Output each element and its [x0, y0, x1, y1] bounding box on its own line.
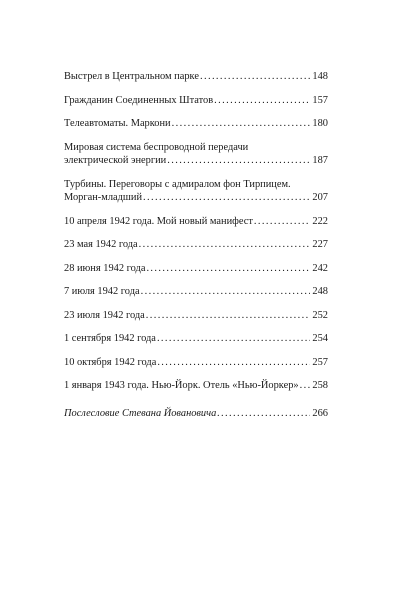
toc-entry — [64, 94, 328, 108]
toc-entry — [64, 178, 328, 205]
toc-entry-page: 257 — [312, 356, 328, 368]
toc-entry-title: Послесловие Стевана Йовановича — [64, 407, 217, 419]
toc-entry-page: 157 — [312, 94, 328, 106]
toc-entry-title: Гражданин Соединенных Штатов — [64, 94, 214, 106]
toc-entry — [64, 262, 328, 276]
toc-entry-page: 252 — [312, 309, 328, 321]
leader-dots — [216, 407, 310, 421]
toc-entry — [64, 238, 328, 252]
leader-dots — [253, 215, 310, 229]
toc-entry — [64, 379, 328, 393]
leader-dots — [145, 262, 310, 276]
toc-entry — [64, 117, 328, 131]
toc-entry-title: 10 октября 1942 года — [64, 356, 157, 368]
toc-entry-title: 10 апреля 1942 года. Мой новый манифест — [64, 215, 253, 227]
toc-entry — [64, 70, 328, 84]
toc-entry-title: Морган-младший — [64, 192, 143, 203]
leader-dots — [156, 332, 310, 346]
toc-entry-page: 180 — [312, 118, 328, 129]
toc-entry-page: 148 — [312, 71, 328, 82]
leader-dots — [142, 191, 310, 205]
toc-entry — [64, 356, 328, 370]
toc-entry-title: 23 мая 1942 года — [64, 239, 138, 250]
toc-entry — [64, 309, 328, 323]
toc-entry-page: 187 — [312, 155, 328, 166]
toc-entry-title: 1 января 1943 года. Нью-Йорк. Отель «Нью-Йоркер» — [64, 380, 299, 391]
toc-entry-title: 7 июля 1942 года — [64, 286, 140, 297]
toc-entry-title: 28 июня 1942 года — [64, 262, 146, 274]
toc-afterword-entry — [64, 407, 328, 421]
toc-entry — [64, 215, 328, 229]
toc-entry-title: электрической энергии — [64, 155, 167, 166]
toc-entry-page: 266 — [312, 407, 328, 419]
table-of-contents — [64, 70, 328, 430]
toc-entry-page: 248 — [312, 286, 328, 297]
leader-dots — [199, 70, 310, 84]
leader-dots — [140, 285, 310, 299]
toc-entry-page: 207 — [312, 192, 328, 203]
toc-entry-page: 258 — [312, 380, 328, 391]
leader-dots — [299, 379, 310, 393]
leader-dots — [156, 356, 310, 370]
leader-dots — [166, 154, 310, 168]
toc-entry-page: 222 — [312, 215, 328, 227]
leader-dots — [138, 238, 310, 252]
toc-entry — [64, 141, 328, 168]
leader-dots — [145, 309, 310, 323]
leader-dots — [213, 94, 310, 108]
toc-entry — [64, 285, 328, 299]
toc-entry-title-first-line: Мировая система беспроводной передачи — [64, 141, 249, 153]
leader-dots — [171, 117, 310, 131]
toc-entry-title: 23 июля 1942 года — [64, 309, 145, 321]
toc-entry-title: 1 сентября 1942 года — [64, 333, 156, 344]
toc-entry — [64, 332, 328, 346]
toc-entry-page: 242 — [312, 262, 328, 274]
toc-entry-page: 227 — [312, 239, 328, 250]
toc-entry-page: 254 — [312, 333, 328, 344]
toc-entry-title: Выстрел в Центральном парке — [64, 71, 199, 82]
toc-entry-title: Телеавтоматы. Маркони — [64, 118, 171, 129]
toc-entry-title-first-line: Турбины. Переговоры с адмиралом фон Тирпицем. — [64, 178, 291, 190]
